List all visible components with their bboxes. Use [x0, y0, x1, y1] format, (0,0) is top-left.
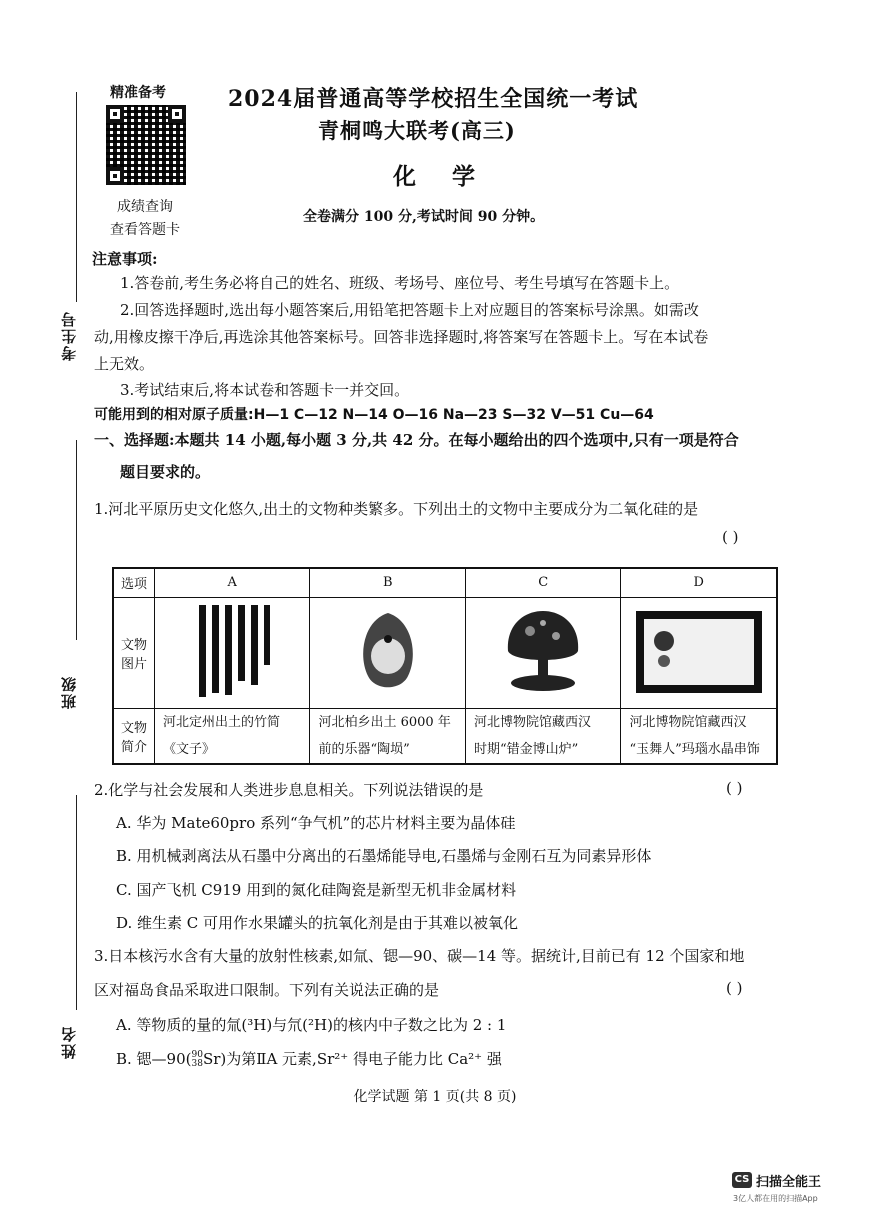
notice-heading: 注意事项:	[92, 250, 158, 268]
table-header-c: C	[465, 568, 620, 597]
subject-title: 化 学	[393, 163, 490, 190]
camscanner-app-name: 扫描全能王	[756, 1175, 822, 1190]
q3-option-a: A. 等物质的量的氚(³H)与氘(²H)的核内中子数之比为 2 : 1	[116, 1016, 507, 1034]
notice-item-2-cont: 动,用橡皮擦干净后,再选涂其他答案标号。回答非选择题时,将答案写在答题卡上。写在本试卷	[94, 328, 709, 346]
q3-stem-cont: 区对福岛食品采取进口限制。下列有关说法正确的是	[94, 981, 440, 999]
q2-option-a: A. 华为 Mate60pro 系列“争气机”的芯片材料主要为晶体硅	[116, 814, 516, 832]
q2-stem: 2.化学与社会发展和人类进步息息相关。下列说法错误的是	[94, 781, 484, 799]
exam-number-label: 考生号	[60, 310, 78, 361]
desc-b: 河北柏乡出土 6000 年 前的乐器“陶埙”	[310, 708, 465, 764]
table-header-option: 选项	[113, 568, 155, 597]
notice-item-2: 2.回答选择题时,选出每小题答案后,用铅笔把答题卡上对应题目的答案标号涂黑。如需改	[120, 301, 699, 319]
sidebar-line-top	[76, 92, 77, 302]
sidebar-line-low	[76, 795, 77, 1010]
q3-answer-paren: ( )	[726, 979, 743, 997]
q2-answer-paren: ( )	[726, 779, 743, 797]
row-label-desc: 文物 简介	[113, 708, 155, 764]
score-time-note: 全卷满分 100 分,考试时间 90 分钟。	[303, 209, 545, 225]
qr-score-query: 成绩查询	[117, 199, 173, 215]
class-label: 班级	[60, 675, 78, 709]
q2-option-d: D. 维生素 C 可用作水果罐头的抗氧化剂是由于其难以被氧化	[116, 914, 519, 932]
notice-item-2-end: 上无效。	[94, 355, 155, 373]
table-header-d: D	[621, 568, 777, 597]
camscanner-tagline: 3亿人都在用的扫描App	[733, 1194, 818, 1203]
q1-options-table	[112, 567, 778, 765]
table-header-a: A	[155, 568, 310, 597]
row-label-image: 文物 图片	[113, 597, 155, 708]
qr-code-icon	[106, 105, 186, 185]
desc-c: 河北博物院馆藏西汉 时期“错金博山炉”	[465, 708, 620, 764]
q3-stem: 3.日本核污水含有大量的放射性核素,如氚、锶—90、碳—14 等。据统计,目前已有 12 个国家和地	[94, 947, 745, 965]
agate-crystal-image	[621, 597, 777, 708]
qr-heading: 精准备考	[110, 85, 166, 101]
exam-title: 2024届普通高等学校招生全国统一考试	[228, 86, 639, 112]
desc-a: 河北定州出土的竹简 《文子》	[155, 708, 310, 764]
name-label: 姓名	[60, 1025, 78, 1059]
page-footer: 化学试题 第 1 页(共 8 页)	[353, 1089, 517, 1105]
pottery-xun-image	[310, 597, 465, 708]
camscanner-logo-icon: CS	[732, 1172, 752, 1188]
q2-option-c: C. 国产飞机 C919 用到的氮化硅陶瓷是新型无机非金属材料	[116, 881, 517, 899]
notice-item-3: 3.考试结束后,将本试卷和答题卡一并交回。	[120, 381, 410, 399]
q1-stem: 1.河北平原历史文化悠久,出土的文物种类繁多。下列出土的文物中主要成分为二氧化硅的是	[94, 500, 699, 518]
qr-view-card: 查看答题卡	[110, 222, 180, 238]
table-header-b: B	[310, 568, 465, 597]
q3-option-b: B. 锶—90(90 38Sr)为第ⅡA 元素,Sr²⁺ 得电子能力比 Ca²⁺ 强	[116, 1050, 502, 1069]
desc-d: 河北博物院馆藏西汉 “玉舞人”玛瑙水晶串饰	[621, 708, 777, 764]
sidebar-line-mid	[76, 440, 77, 640]
q1-answer-paren: ( )	[722, 528, 739, 546]
bamboo-slips-image	[155, 597, 310, 708]
q2-option-b: B. 用机械剥离法从石墨中分离出的石墨烯能导电,石墨烯与金刚石互为同素异形体	[116, 847, 652, 865]
atomic-masses: 可能用到的相对原子质量:H—1 C—12 N—14 O—16 Na—23 S—32 V—51 Cu—64	[94, 407, 654, 423]
section-1-heading: 一、选择题:本题共 14 小题,每小题 3 分,共 42 分。在每小题给出的四个选项中,只有一项是符合	[94, 431, 739, 449]
notice-item-1: 1.答卷前,考生务必将自己的姓名、班级、考场号、座位号、考生号填写在答题卡上。	[120, 274, 680, 292]
section-1-heading-cont: 题目要求的。	[120, 463, 211, 481]
exam-subtitle: 青桐鸣大联考(高三)	[318, 118, 516, 143]
censer-image	[465, 597, 620, 708]
